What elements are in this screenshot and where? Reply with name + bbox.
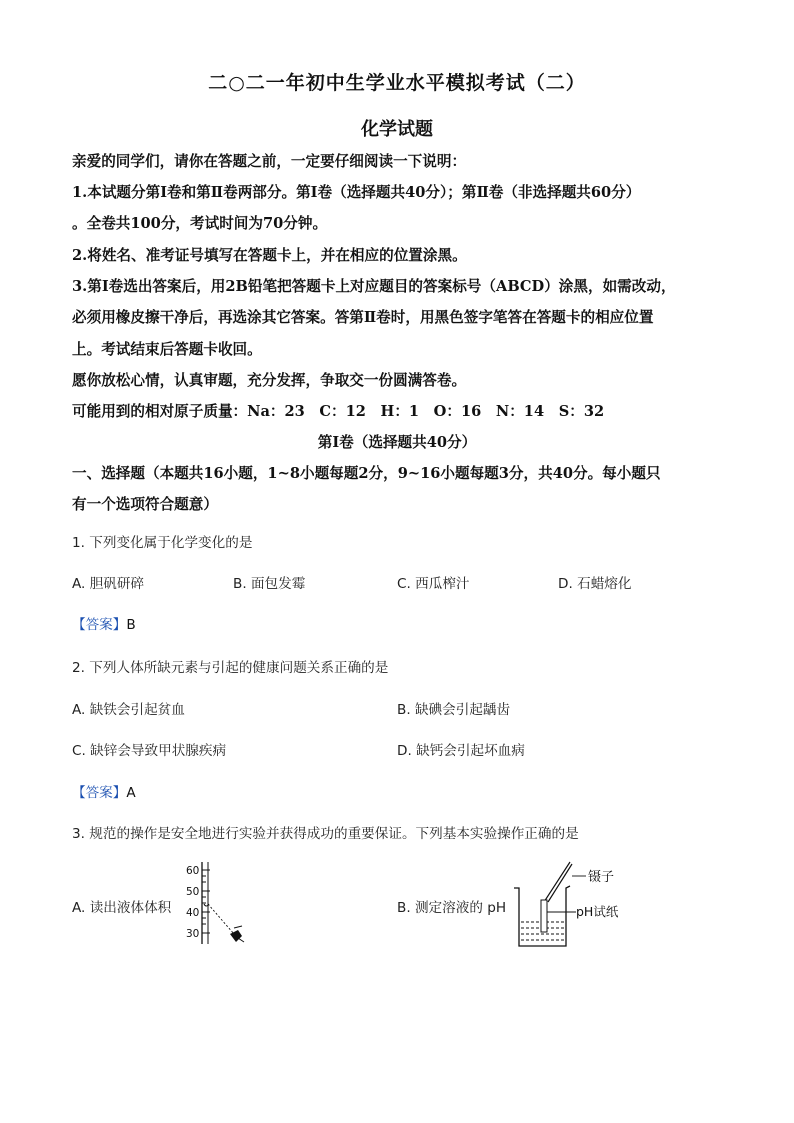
eye-icon	[230, 926, 244, 942]
subject-title: 化学试题	[361, 119, 433, 140]
answer-tag: 【答案】	[72, 617, 127, 633]
ph-test-figure	[510, 858, 640, 950]
question-3-stem: 3. 规范的操作是安全地进行实验并获得成功的重要保证。下列基本实验操作正确的是	[72, 826, 579, 842]
question-2-option-b: B. 缺碘会引起龋齿	[397, 702, 511, 718]
atomic-masses: 可能用到的相对原子质量：Na：23 C：12 H：1 O：16 N：14 S：32	[72, 403, 605, 420]
question-2-answer	[72, 781, 136, 801]
instruction-2: 2.将姓名、准考证号填写在答题卡上，并在相应的位置涂黑。	[72, 247, 467, 264]
exam-title: 二○二一年初中生学业水平模拟考试（二）	[208, 72, 586, 94]
section-title: 第Ⅰ卷（选择题共40分）	[317, 434, 477, 451]
question-1-option-a: A. 胆矾研碎	[72, 576, 145, 592]
question-2-option-c: C. 缺锌会导致甲状腺疾病	[72, 743, 227, 759]
answer-value: B	[126, 617, 136, 633]
section-heading-line-2: 有一个选项符合题意）	[72, 496, 218, 513]
question-2-option-d: D. 缺钙会引起坏血病	[397, 743, 525, 759]
ph-paper-strip	[541, 900, 547, 932]
question-1-option-d: D. 石蜡熔化	[558, 576, 632, 592]
instruction-3-line-2: 必须用橡皮擦干净后，再选涂其它答案。答第Ⅱ卷时，用黑色签字笔答在答题卡的相应位置	[72, 309, 654, 326]
question-1-answer	[72, 613, 136, 633]
section-heading-line-1: 一、选择题（本题共16小题，1~8小题每题2分，9~16小题每题3分，共40分。每小题只	[72, 465, 661, 482]
instruction-3-line-1: 3.第Ⅰ卷选出答案后，用2B铅笔把答题卡上对应题目的答案标号（ABCD）涂黑，如需改动，	[72, 278, 676, 295]
question-1-option-b: B. 面包发霉	[233, 576, 306, 592]
cylinder-tick-40: 40	[186, 907, 200, 919]
question-1-option-c: C. 西瓜榨汁	[397, 576, 470, 592]
instruction-3-line-3: 上。考试结束后答题卡收回。	[72, 341, 262, 358]
tweezers-label: 镊子	[588, 870, 615, 885]
question-2-option-a: A. 缺铁会引起贫血	[72, 702, 185, 718]
ph-paper-label: pH试纸	[576, 904, 619, 919]
question-3-option-b: B. 测定溶液的 pH	[397, 900, 507, 916]
question-1-stem: 1. 下列变化属于化学变化的是	[72, 535, 253, 551]
instruction-1-line-2: 。全卷共100分，考试时间为70分钟。	[72, 215, 328, 232]
question-2-stem: 2. 下列人体所缺元素与引起的健康问题关系正确的是	[72, 660, 389, 676]
answer-value: A	[126, 785, 136, 801]
answer-tag: 【答案】	[72, 785, 127, 801]
instructions-greeting: 亲爱的同学们，请你在答题之前，一定要仔细阅读一下说明：	[72, 153, 467, 170]
graduated-cylinder-figure	[178, 858, 250, 950]
tweezers-icon	[544, 862, 572, 902]
cylinder-tick-30: 30	[186, 928, 200, 940]
cylinder-tick-50: 50	[186, 886, 200, 898]
cylinder-tick-60: 60	[186, 865, 200, 877]
question-3-option-a: A. 读出液体体积	[72, 900, 172, 916]
instruction-1-line-1: 1.本试题分第Ⅰ卷和第Ⅱ卷两部分。第Ⅰ卷（选择题共40分）；第Ⅱ卷（非选择题共60分）	[72, 184, 641, 201]
wish-line: 愿你放松心情，认真审题，充分发挥，争取交一份圆满答卷。	[72, 372, 467, 389]
